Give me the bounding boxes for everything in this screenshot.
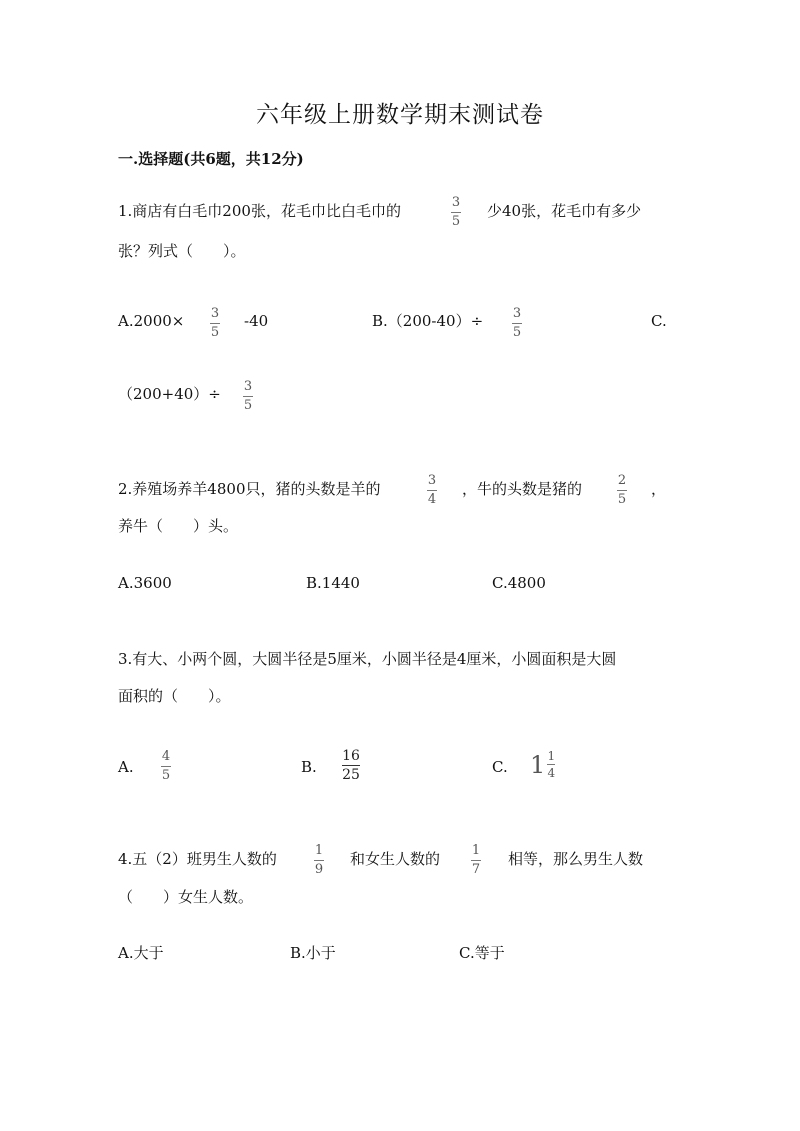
mixed-number-whole: 1 xyxy=(530,750,546,779)
q2-fraction-2 xyxy=(617,474,627,507)
q2-option-c[interactable]: C.4800 xyxy=(492,574,546,592)
q1-option-a[interactable]: A.2000× xyxy=(118,312,185,330)
q1-option-a-tail: -40 xyxy=(244,312,269,330)
fraction-bar xyxy=(161,766,171,767)
q4-text-part3: 相等，那么男生人数 xyxy=(508,850,644,868)
fraction-bar xyxy=(617,490,627,491)
fraction-bar xyxy=(547,764,555,765)
q4-option-a[interactable]: A.大于 xyxy=(118,944,164,962)
q1-option-b[interactable]: B.（200-40）÷ xyxy=(372,312,484,330)
fraction-denominator: 9 xyxy=(314,862,324,877)
q3-option-a-label[interactable]: A. xyxy=(118,758,134,776)
q1-option-a-fraction xyxy=(210,307,220,340)
q1-text-part3: 张？列式（ ）。 xyxy=(118,242,246,260)
fraction-denominator: 5 xyxy=(512,325,522,340)
fraction-bar xyxy=(314,860,324,861)
q4-text-part1: 4.五（2）班男生人数的 xyxy=(118,850,277,868)
q2-text-part1: 2.养殖场养羊4800只，猪的头数是羊的 xyxy=(118,480,381,498)
q3-option-c-mixed-number[interactable] xyxy=(530,750,555,779)
q1-option-c[interactable]: （200+40）÷ xyxy=(118,385,221,403)
fraction-numerator: 1 xyxy=(547,749,556,763)
mixed-number-fraction xyxy=(547,750,555,779)
fraction-bar xyxy=(471,860,481,861)
fraction-denominator: 4 xyxy=(427,492,437,507)
q1-option-b-fraction xyxy=(512,307,522,340)
q4-option-b[interactable]: B.小于 xyxy=(290,944,336,962)
q1-text-part2: 少40张，花毛巾有多少 xyxy=(487,202,642,220)
q2-text-part4: 养牛（ ）头。 xyxy=(118,517,239,535)
q2-option-a[interactable]: A.3600 xyxy=(118,574,172,592)
fraction-denominator: 5 xyxy=(161,768,171,783)
q4-text-part4: （ ）女生人数。 xyxy=(118,888,254,906)
fraction-numerator: 3 xyxy=(243,379,253,394)
q4-fraction-2 xyxy=(471,844,481,877)
fraction-bar xyxy=(210,323,220,324)
fraction-numerator: 2 xyxy=(617,473,627,488)
fraction-numerator: 3 xyxy=(512,306,522,321)
fraction-bar xyxy=(243,396,253,397)
q3-text-part1: 3.有大、小两个圆，大圆半径是5厘米，小圆半径是4厘米，小圆面积是大圆 xyxy=(118,650,617,668)
q1-option-c-fraction xyxy=(243,380,253,413)
fraction-denominator: 25 xyxy=(342,767,360,783)
fraction-numerator: 16 xyxy=(342,748,360,764)
fraction-denominator: 5 xyxy=(243,398,253,413)
q2-option-b[interactable]: B.1440 xyxy=(306,574,360,592)
fraction-bar xyxy=(427,490,437,491)
fraction-denominator: 5 xyxy=(451,214,461,229)
q1-option-c-label[interactable]: C. xyxy=(651,312,667,330)
page-title: 六年级上册数学期末测试卷 xyxy=(256,102,544,128)
fraction-bar xyxy=(451,212,461,213)
section-heading: 一.选择题(共6题，共12分) xyxy=(118,150,304,168)
q1-text-part1: 1.商店有白毛巾200张，花毛巾比白毛巾的 xyxy=(118,202,401,220)
fraction-denominator: 5 xyxy=(210,325,220,340)
fraction-denominator: 5 xyxy=(617,492,627,507)
q4-fraction-1 xyxy=(314,844,324,877)
q4-text-part2: 和女生人数的 xyxy=(350,850,441,868)
q2-fraction-1 xyxy=(427,474,437,507)
q3-option-a-fraction[interactable] xyxy=(161,750,171,783)
q2-text-part2: ，牛的头数是猪的 xyxy=(462,480,583,498)
q3-text-part2: 面积的（ ）。 xyxy=(118,687,231,705)
fraction-numerator: 1 xyxy=(314,843,324,858)
fraction-bar xyxy=(342,765,360,766)
q3-option-b-label[interactable]: B. xyxy=(301,758,317,776)
fraction-numerator: 4 xyxy=(161,749,171,764)
fraction-numerator: 3 xyxy=(451,195,461,210)
q1-fraction xyxy=(451,196,461,229)
fraction-bar xyxy=(512,323,522,324)
q3-option-b-fraction[interactable] xyxy=(342,749,360,782)
q3-option-c-label[interactable]: C. xyxy=(492,758,508,776)
fraction-numerator: 1 xyxy=(471,843,481,858)
fraction-numerator: 3 xyxy=(210,306,220,321)
fraction-numerator: 3 xyxy=(427,473,437,488)
fraction-denominator: 7 xyxy=(471,862,481,877)
fraction-denominator: 4 xyxy=(547,766,556,780)
q4-option-c[interactable]: C.等于 xyxy=(459,944,505,962)
q2-text-part3: ， xyxy=(651,480,667,498)
